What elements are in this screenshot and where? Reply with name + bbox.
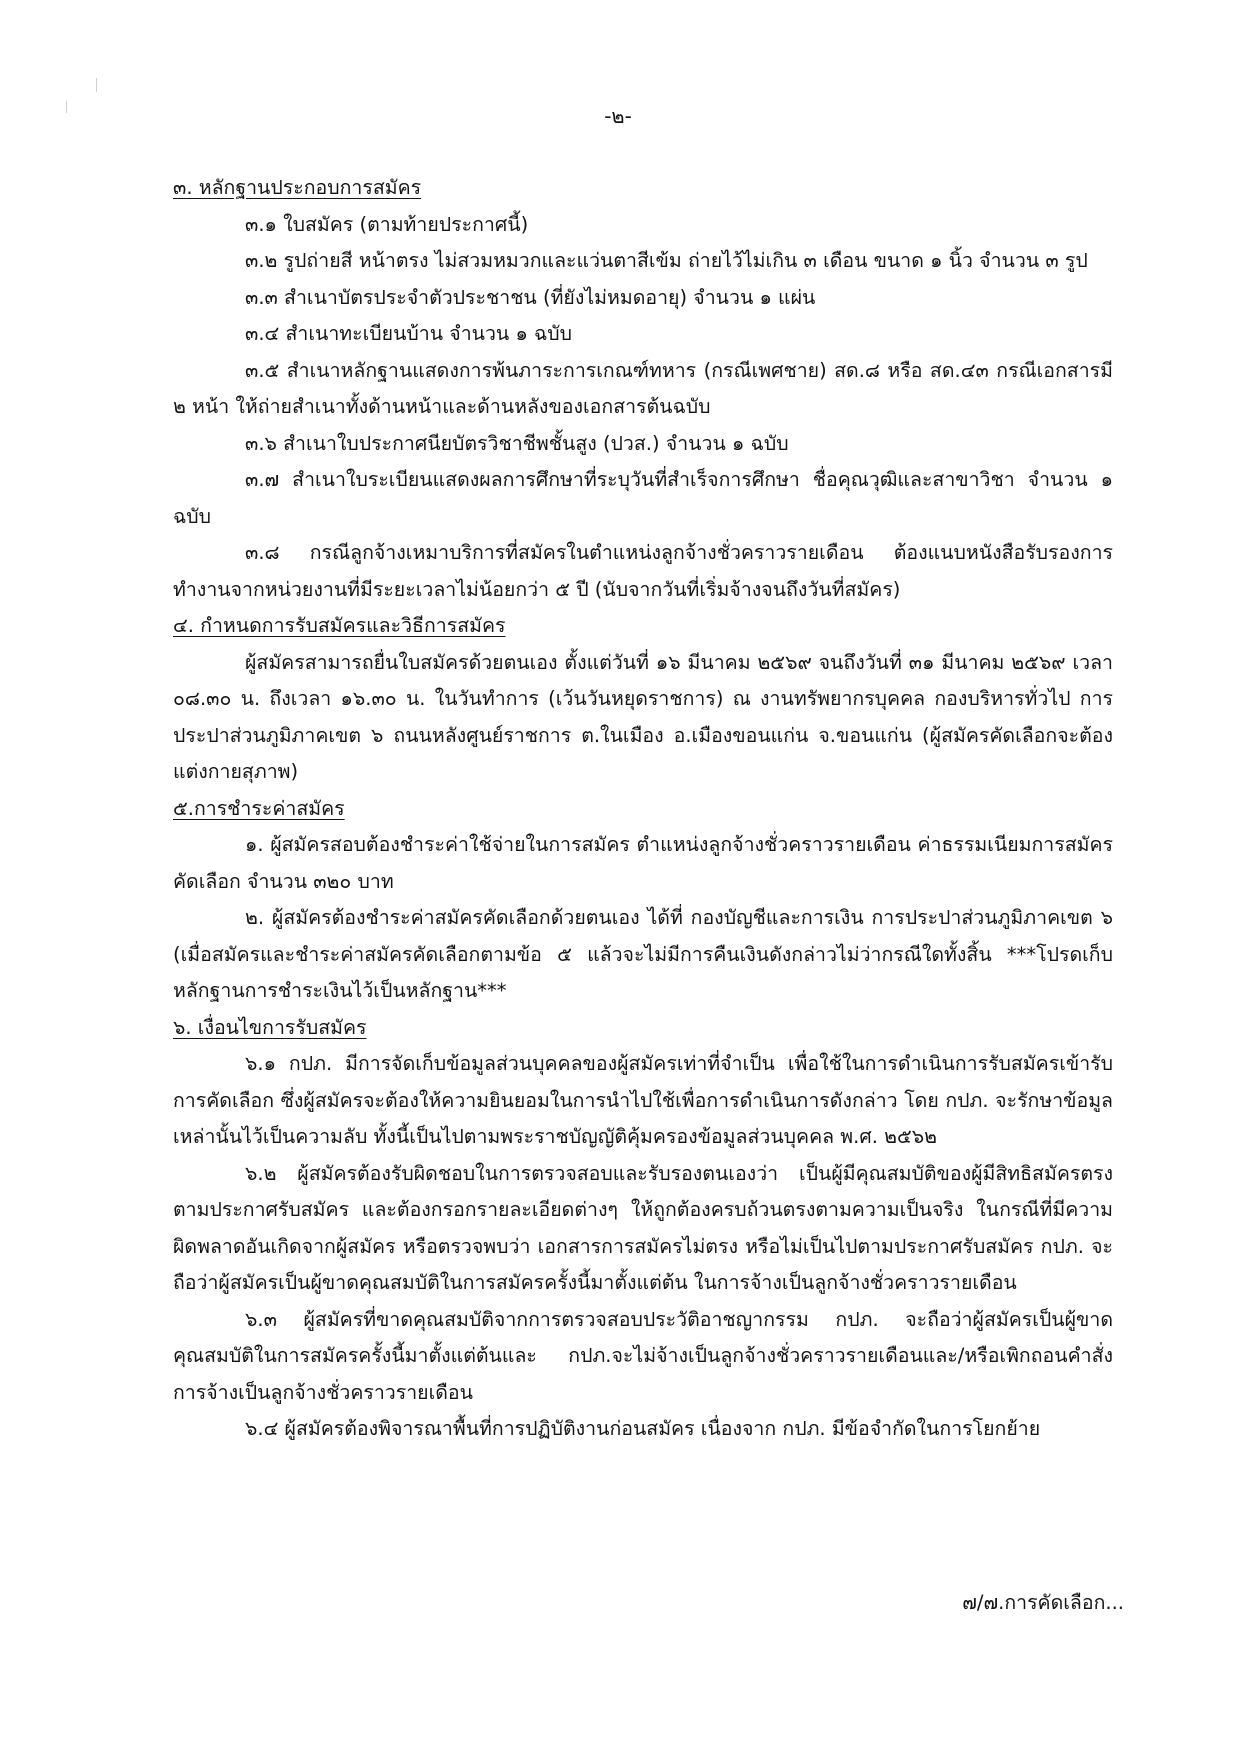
section-heading: ๕.การชำระค่าสมัคร (173, 796, 345, 820)
list-item: ๓.๘ กรณีลูกจ้างเหมาบริการที่สมัครในตำแหน่งลูกจ้างชั่วคราวรายเดือน ต้องแนบหนังสือรับรองการทำงานจากหน่วยงานที่มีระยะเวลาไม่น้อยกว่า ๕ ปี (นับจากวันที่เริ่มจ้างจนถึงวันที่สมัคร) (173, 541, 1113, 601)
list-item: ๓.๗ สำเนาใบระเบียนแสดงผลการศึกษาที่ระบุวันที่สำเร็จการศึกษา ชื่อคุณวุฒิและสาขาวิชา จำนวน ๑ ฉบับ (173, 468, 1113, 528)
list-item: ๓.๔ สำเนาทะเบียนบ้าน จำนวน ๑ ฉบับ (245, 322, 573, 345)
list-item: ๓.๒ รูปถ่ายสี หน้าตรง ไม่สวมหมวกและแว่นตาสีเข้ม ถ่ายไว้ไม่เกิน ๓ เดือน ขนาด ๑ นิ้ว จำนวน ๓ รูป (245, 249, 1088, 272)
section-payment (173, 791, 1113, 1010)
section-heading: ๖. เงื่อนไขการรับสมัคร (173, 1015, 367, 1039)
section-heading: ๔. กำหนดการรับสมัครและวิธีการสมัคร (173, 614, 506, 637)
list-item: ๑. ผู้สมัครสอบต้องชำระค่าใช้จ่ายในการสมัคร ตำแหน่งลูกจ้างชั่วคราวรายเดือน ค่าธรรมเนียมการสมัครคัดเลือก จำนวน ๓๒๐ บาท (173, 833, 1113, 893)
list-item: ๓.๑ ใบสมัคร (ตามท้ายประกาศนี้) (245, 212, 529, 236)
list-item: ๖.๒ ผู้สมัครต้องรับผิดชอบในการตรวจสอบและรับรองตนเองว่า เป็นผู้มีคุณสมบัติของผู้มีสิทธิสมัครตรงตามประกาศรับสมัคร และต้องกรอกรายละเอียดต่างๆ ให้ถูกต้องครบถ้วนตรงตามความเป็นจริง ในกรณีที่มีความผิดพลาดอันเกิดจากผู้สมัคร หรือตรวจพบว่า เอกสารการสมัครไม่ตรง หรือไม่เป็นไปตามประกาศรับสมัคร กปภ. จะถือว่าผู้สมัครเป็นผู้ขาดคุณสมบัติในการสมัครครั้งนี้มาตั้งแต่ต้น ในการจ้างเป็นลูกจ้างชั่วคราวรายเดือน (173, 1161, 1113, 1294)
list-item: ๖.๔ ผู้สมัครต้องพิจารณาพื้นที่การปฏิบัติงานก่อนสมัคร เนื่องจาก กปภ. มีข้อจำกัดในการโยกย้าย (245, 1417, 1041, 1440)
section-documents (173, 170, 1113, 608)
list-item: ๒. ผู้สมัครต้องชำระค่าสมัครคัดเลือกด้วยตนเอง ได้ที่ กองบัญชีและการเงิน การประปาส่วนภูมิภาคเขต ๖ (เมื่อสมัครและชำระค่าสมัครคัดเลือกตามข้อ ๕ แล้วจะไม่มีการคืนเงินดังกล่าวไม่ว่ากรณีใดทั้งสิ้น ***โปรดเก็บหลักฐานการชำระเงินไว้เป็นหลักฐาน*** (173, 906, 1113, 1002)
page-number: -๒- (604, 104, 632, 128)
list-item: ๖.๑ กปภ. มีการจัดเก็บข้อมูลส่วนบุคคลของผู้สมัครเท่าที่จำเป็น เพื่อใช้ในการดำเนินการรับสมัครเข้ารับการคัดเลือก ซึ่งผู้สมัครจะต้องให้ความยินยอมในการนำไปใช้เพื่อการดำเนินการดังกล่าว โดย กปภ. จะรักษาข้อมูลเหล่านั้นไว้เป็นความลับ ทั้งนี้เป็นไปตามพระราชบัญญัติคุ้มครองข้อมูลส่วนบุคคล พ.ศ. ๒๕๖๒ (173, 1052, 1113, 1148)
section-schedule (173, 608, 1113, 791)
list-item: ๓.๖ สำเนาใบประกาศนียบัตรวิชาชีพชั้นสูง (ปวส.) จำนวน ๑ ฉบับ (245, 431, 789, 455)
list-item: ๓.๓ สำเนาบัตรประจำตัวประชาชน (ที่ยังไม่หมดอายุ) จำนวน ๑ แผ่น (245, 285, 816, 309)
section-heading: ๓. หลักฐานประกอบการสมัคร (173, 176, 422, 199)
continuation-note: ๗/๗.การคัดเลือก... (962, 1591, 1124, 1614)
paragraph: ผู้สมัครสามารถยื่นใบสมัครด้วยตนเอง ตั้งแต่วันที่ ๑๖ มีนาคม ๒๕๖๙ จนถึงวันที่ ๓๑ มีนาคม ๒๕๖๙ เวลา ๐๘.๓๐ น. ถึงเวลา ๑๖.๓๐ น. ในวันทำการ (เว้นวันหยุดราชการ) ณ งานทรัพยากรบุคคล กองบริหารทั่วไป การประปาส่วนภูมิภาคเขต ๖ ถนนหลังศูนย์ราชการ ต.ในเมือง อ.เมืองขอนแก่น จ.ขอนแก่น (ผู้สมัครคัดเลือกจะต้องแต่งกายสุภาพ) (173, 650, 1113, 783)
document-body (173, 170, 1113, 1448)
list-item: ๖.๓ ผู้สมัครที่ขาดคุณสมบัติจากการตรวจสอบประวัติอาชญากรรม กปภ. จะถือว่าผู้สมัครเป็นผู้ขาดคุณสมบัติในการสมัครครั้งนี้มาตั้งแต่ต้นและ กปภ.จะไม่จ้างเป็นลูกจ้างชั่วคราวรายเดือนและ/หรือเพิกถอนคำสั่งการจ้างเป็นลูกจ้างชั่วคราวรายเดือน (173, 1307, 1113, 1404)
section-conditions (173, 1010, 1113, 1448)
list-item: ๓.๕ สำเนาหลักฐานแสดงการพ้นภาระการเกณฑ์ทหาร (กรณีเพศชาย) สด.๘ หรือ สด.๔๓ กรณีเอกสารมี ๒ หน้า ให้ถ่ายสำเนาทั้งด้านหน้าและด้านหลังของเอกสารต้นฉบับ (173, 358, 1113, 418)
scan-mark (96, 78, 97, 92)
